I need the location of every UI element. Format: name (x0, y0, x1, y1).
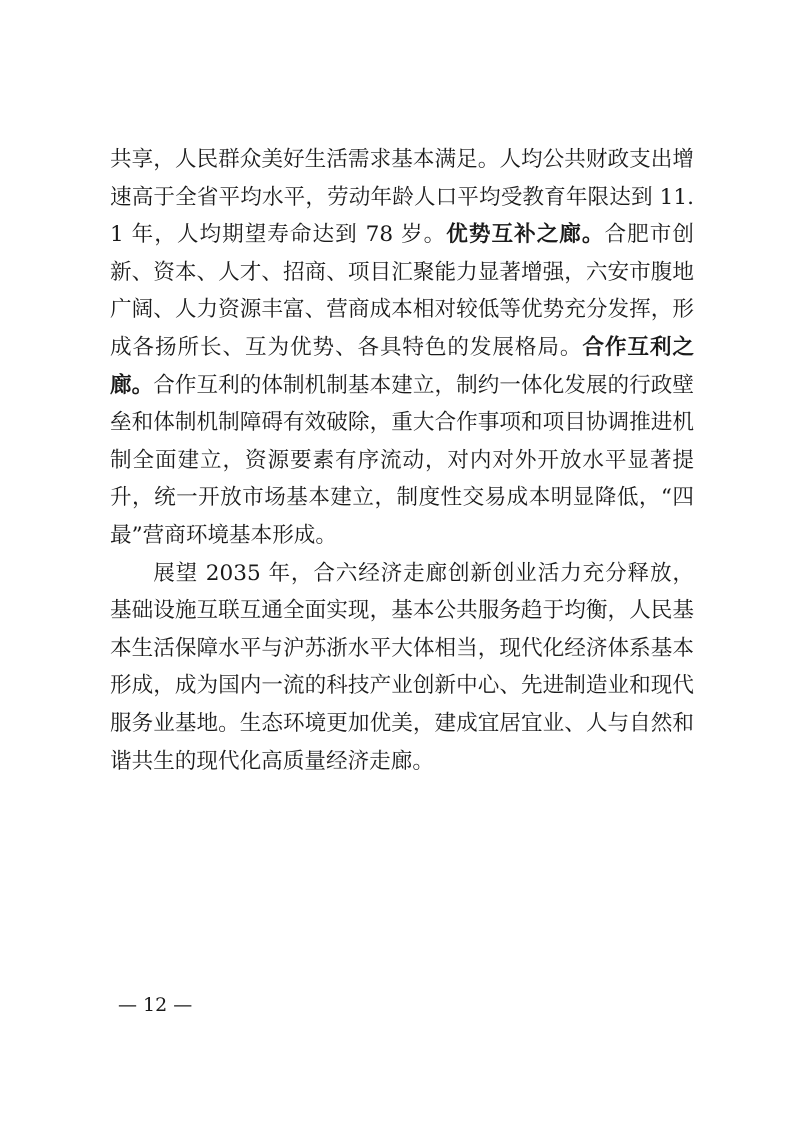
section-heading-cooperation: 合作互利之廊。 (110, 334, 694, 398)
page-number: — 12 — (118, 994, 193, 1016)
section-heading-complementary: 优势互补之廊。 (446, 222, 605, 248)
paragraph-text: 合作互利的体制机制基本建立，制约一体化发展的行政壁垒和体制机制障碍有效破除，重大合作事项和项目协调推进机制全面建立，资源要素有序流动，对内对外开放水平显著提升，统一开放市场基本建立，制度性交易成本明显降低，“四最”营商环境基本形成。 (110, 372, 694, 548)
paragraph-outlook-2035: 展望 2035 年，合六经济走廊创新创业活力充分释放，基础设施互联互通全面实现，基本公共服务趋于均衡，人民基本生活保障水平与沪苏浙水平大体相当，现代化经济体系基本形成，成为国内一流的科技产业创新中心、先进制造业和现代服务业基地。生态环境更加优美，建成宜居宜业、人与自然和谐共生的现代化高质量经济走廊。 (110, 560, 694, 774)
paragraph-text: 合肥市创新、资本、人才、招商、项目汇聚能力显著增强，六安市腹地广阔、人力资源丰富、营商成本相对较低等优势充分发挥，形成各扬所长、互为优势、各具特色的发展格局。 (110, 222, 694, 360)
paragraph-continued (110, 141, 694, 555)
paragraph-text: 共享，人民群众美好生活需求基本满足。人均公共财政支出增速高于全省平均水平，劳动年龄人口平均受教育年限达到 11.1 年，人均期望寿命达到 78 岁。 (110, 147, 694, 248)
document-body (110, 141, 694, 780)
